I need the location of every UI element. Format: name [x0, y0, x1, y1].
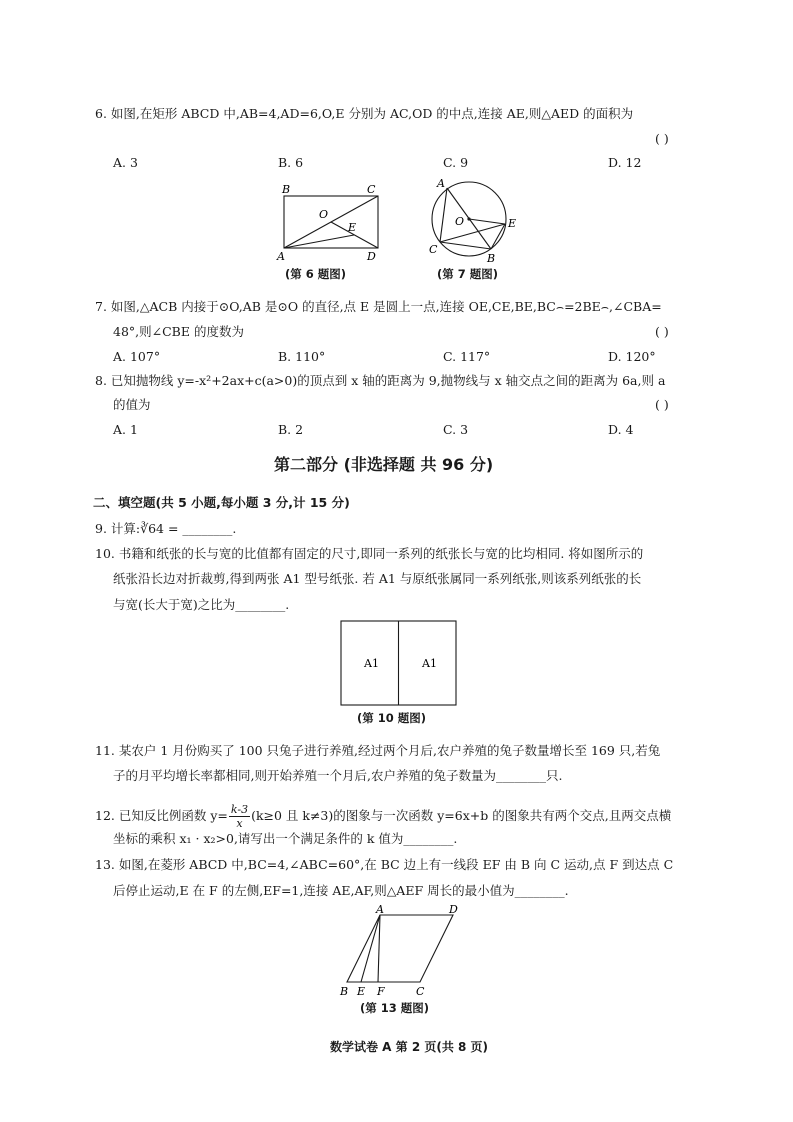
figure-7 [420, 174, 525, 266]
q6-text: 6. 如图,在矩形 ABCD 中,AB=4,AD=6,O,E 分别为 AC,OD 的中点,连接 AE,则△AED 的面积为 [95, 106, 634, 121]
q7-answer-bracket: ( ) [655, 324, 669, 339]
page-footer: 数学试卷 A 第 2 页(共 8 页) [330, 1040, 489, 1054]
q11-line1: 11. 某农户 1 月份购买了 100 只兔子进行养殖,经过两个月后,农户养殖的兔子数量增长至 169 只,若兔 [95, 743, 661, 758]
q12-fraction-denominator: x [236, 817, 243, 830]
fig13-label-b: B [340, 985, 349, 998]
fig13-rhombus [347, 915, 453, 982]
figure-13 [333, 902, 473, 998]
fig13-label-f: F [377, 985, 385, 998]
fig6-label-b: B [282, 183, 291, 196]
q7-option-a: A. 107° [113, 349, 161, 364]
fig6-segment-ae [284, 235, 354, 248]
q7-option-c: C. 117° [443, 349, 491, 364]
fig6-label-o: O [319, 208, 329, 221]
fig7-caption: (第 7 题图) [437, 267, 499, 281]
q10-line1: 10. 书籍和纸张的长与宽的比值都有固定的尺寸,即同一系列的纸张长与宽的比均相同. 将如图所示的 [95, 546, 644, 561]
q6-option-a: A. 3 [113, 155, 138, 170]
fig13-segment-af [378, 915, 380, 982]
fig7-label-b: B [487, 252, 496, 265]
part2-title: 第二部分 (非选择题 共 96 分) [274, 455, 494, 474]
fig6-label-d: D [367, 250, 376, 263]
q8-line1: 8. 已知抛物线 y=-x²+2ax+c(a>0)的顶点到 x 轴的距离为 9,抛物线与 x 轴交点之间的距离为 6a,则 a [95, 373, 666, 388]
q7-line1: 7. 如图,△ACB 内接于⊙O,AB 是⊙O 的直径,点 E 是圆上一点,连接 OE,CE,BE,BC⌢=2BE⌢,∠CBA= [95, 299, 662, 314]
figure-10 [340, 620, 460, 708]
fig13-caption: (第 13 题图) [360, 1001, 430, 1015]
fig13-label-c: C [416, 985, 425, 998]
fig7-chord-cb [440, 242, 491, 249]
fig13-label-d: D [449, 903, 458, 916]
q6-option-d: D. 12 [608, 155, 642, 170]
fig6-label-e: E [348, 221, 357, 234]
fig10-label-right: A1 [422, 657, 437, 670]
q7-option-d: D. 120° [608, 349, 656, 364]
q13-line2: 后停止运动,E 在 F 的左侧,EF=1,连接 AE,AF,则△AEF 周长的最小值为________. [113, 883, 569, 898]
fig6-label-c: C [367, 183, 376, 196]
q6-answer-bracket: ( ) [655, 131, 669, 146]
q8-option-a: A. 1 [113, 422, 138, 437]
q12-prefix: 12. 已知反比例函数 y= [95, 808, 228, 823]
fig7-label-o: O [455, 215, 465, 228]
q12-fraction-numerator: k-3 [230, 803, 249, 816]
q8-option-c: C. 3 [443, 422, 469, 437]
q10-line3: 与宽(长大于宽)之比为________. [113, 597, 290, 612]
q8-answer-bracket: ( ) [655, 397, 669, 412]
fig10-label-left: A1 [364, 657, 379, 670]
fig13-label-a: A [376, 903, 384, 916]
q8-line2: 的值为 [113, 397, 151, 412]
section2-title: 二、填空题(共 5 小题,每小题 3 分,计 15 分) [93, 495, 350, 510]
fig6-label-a: A [277, 250, 285, 263]
q6-option-b: B. 6 [278, 155, 304, 170]
q8-option-b: B. 2 [278, 422, 304, 437]
q8-option-d: D. 4 [608, 422, 634, 437]
q6-option-c: C. 9 [443, 155, 469, 170]
q11-line2: 子的月平均增长率都相同,则开始养殖一个月后,农户养殖的兔子数量为________只. [113, 768, 563, 783]
fig10-caption: (第 10 题图) [357, 711, 427, 725]
fig7-radius-oe [469, 219, 505, 224]
fig13-label-e: E [357, 985, 366, 998]
fig7-label-a: A [437, 177, 445, 190]
q7-line2: 48°,则∠CBE 的度数为 [113, 324, 244, 339]
q10-line2: 纸张沿长边对折裁剪,得到两张 A1 型号纸张. 若 A1 与原纸张属同一系列纸张,则该系列纸张的长 [113, 571, 642, 586]
q9-text: 9. 计算:∛64 = ________. [95, 521, 237, 536]
figure-6 [272, 178, 392, 268]
fig7-chord-ac [440, 188, 447, 242]
q12-line2: 坐标的乘积 x₁ · x₂>0,请写出一个满足条件的 k 值为________. [113, 831, 458, 846]
q13-line1: 13. 如图,在菱形 ABCD 中,BC=4,∠ABC=60°,在 BC 边上有一线段 EF 由 B 向 C 运动,点 F 到达点 C [95, 857, 674, 872]
fig7-label-c: C [429, 243, 438, 256]
fig7-center-dot [467, 217, 470, 220]
q7-option-b: B. 110° [278, 349, 326, 364]
q12-fraction [229, 803, 250, 830]
q12-suffix: (k≥0 且 k≠3)的图象与一次函数 y=6x+b 的图象共有两个交点,且两交点横 [251, 808, 672, 823]
q12-line1 [95, 803, 671, 830]
fig7-label-e: E [508, 217, 517, 230]
fig6-caption: (第 6 题图) [285, 267, 347, 281]
fig7-chord-ce [440, 224, 505, 242]
